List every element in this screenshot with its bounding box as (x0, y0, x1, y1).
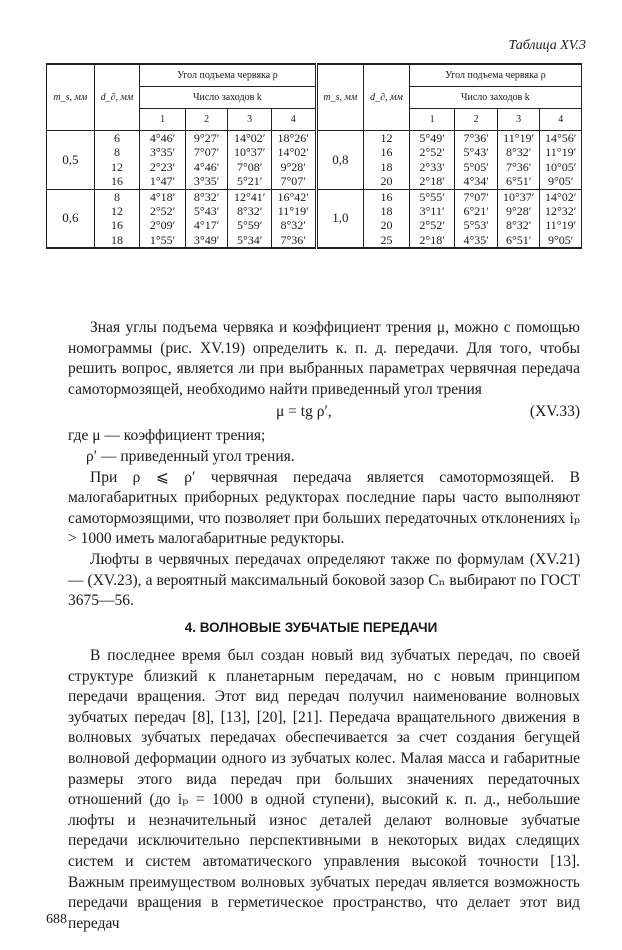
header-angle-right: Угол подъема червяка ρ (409, 64, 581, 87)
header-start-2-right: 2 (455, 109, 498, 131)
table-row (47, 131, 582, 190)
header-ms-left: m_s, мм (47, 64, 95, 131)
diameter-values: 8 12 16 18 (94, 189, 140, 248)
header-starts-left: Число заходов k (140, 87, 316, 109)
formula: μ = tg ρ′, (276, 403, 332, 421)
formula-number: (XV.33) (529, 403, 580, 421)
header-starts-right: Число заходов k (409, 87, 581, 109)
angle-values-k2: 8°32′ 5°43′ 4°17′ 3°49′ (185, 189, 228, 248)
angle-values-k4: 18°26′ 14°02′ 9°28′ 7°07′ (271, 131, 316, 190)
header-dd-right: d_∂, мм (364, 64, 410, 131)
diameter-values: 12 16 18 20 (364, 131, 410, 190)
section-heading: 4. ВОЛНОВЫЕ ЗУБЧАТЫЕ ПЕРЕДАЧИ (184, 620, 438, 635)
paragraph-backlash: Люфты в червячных передачах определяют также по формулам (XV.21) — (XV.23), а вероятный максимальный боковой зазор Cₙ выбирают по ГОСТ 3675—56. (68, 550, 580, 610)
angle-values-k2: 7°07′ 6°21′ 5°53′ 4°35′ (455, 189, 498, 248)
header-start-4-left: 4 (271, 109, 316, 131)
header-start-1-left: 1 (140, 109, 186, 131)
header-start-4-right: 4 (540, 109, 582, 131)
formula-line (68, 402, 580, 424)
angle-values-k1: 5°55′ 3°11′ 2°52′ 2°18′ (409, 189, 455, 248)
where-mu: где μ — коэффициент трения; (68, 427, 266, 445)
header-start-1-right: 1 (409, 109, 455, 131)
ms-value: 0,6 (47, 189, 95, 248)
angle-values-k3: 14°02′ 10°37′ 7°08′ 5°21′ (228, 131, 272, 190)
header-start-3-right: 3 (497, 109, 540, 131)
header-dd-left: d_∂, мм (94, 64, 140, 131)
worm-angle-table (46, 63, 582, 249)
header-ms-right: m_s, мм (316, 64, 364, 131)
page-number: 688 (46, 912, 67, 927)
angle-values-k4: 16°42′ 11°19′ 8°32′ 7°36′ (271, 189, 316, 248)
angle-values-k4: 14°56′ 11°19′ 10°05′ 9°05′ (540, 131, 582, 190)
angle-values-k1: 4°18′ 2°52′ 2°09′ 1°55′ (140, 189, 186, 248)
angle-values-k3: 10°37′ 9°28′ 8°32′ 6°51′ (497, 189, 540, 248)
angle-values-k4: 14°02′ 12°32′ 11°19′ 9°05′ (540, 189, 582, 248)
header-start-2-left: 2 (185, 109, 228, 131)
header-start-3-left: 3 (228, 109, 272, 131)
angle-values-k3: 11°19′ 8°32′ 7°36′ 6°51′ (497, 131, 540, 190)
angle-values-k2: 9°27′ 7°07′ 4°46′ 3°35′ (185, 131, 228, 190)
text-block-upper (68, 318, 580, 612)
ms-value: 0,5 (47, 131, 95, 190)
paragraph-wave-gears: В последнее время был создан новый вид зубчатых передач, по своей структуре близкий к планетарным передачам, но с новым принципом передачи вращения. Этот вид передач получил наименование волновых зубчатых передач [8], [13], [20], [21]. Передача вращательного движения в волновых зубчатых передачах обеспечивается за счет создания бегущей волновой деформации одного из зубчатых колес. Малая масса и габаритные размеры этого вида передач при больших значениях передаточных отношений (до iₚ = 1000 в одной ступени), высокий к. п. д., небольшие люфты и незначительный износ деталей делают волновые зубчатые передачи исключительно перспективными в некоторых видах следящих систем и систем автоматического управления высокой точности [13]. Важным преимуществом волновых зубчатых передач является возможность передачи вращения в герметическое пространство, что делает этот вид передач (68, 647, 580, 932)
diameter-values: 6 8 12 16 (94, 131, 140, 190)
diameter-values: 16 18 20 25 (364, 189, 410, 248)
ms-value: 1,0 (316, 189, 364, 248)
text-block-lower (68, 646, 580, 934)
where-rho: ρ′ — приведенный угол трения. (86, 447, 295, 465)
paragraph-friction: Зная углы подъема червяка и коэффициент трения μ, можно с помощью номограммы (рис. XV.19) определить к. п. д. передачи. Для того, чтобы решить вопрос, является ли при выбранных параметрах червячная передача самотормозящей, необходимо найти приведенный угол трения (68, 319, 580, 398)
angle-values-k3: 12°41′ 8°32′ 5°59′ 5°34′ (228, 189, 272, 248)
ms-value: 0,8 (316, 131, 364, 190)
angle-values-k1: 5°49′ 2°52′ 2°33′ 2°18′ (409, 131, 455, 190)
paragraph-self-locking: При ρ ⩽ ρ′ червячная передача является самотормозящей. В малогабаритных приборных редукторах последние пары часто выполняют самотормозящими, что позволяет при больших передаточных отклонениях iₚ > 1000 иметь малогабаритные редукторы. (68, 468, 580, 548)
angle-values-k2: 7°36′ 5°43′ 5°05′ 4°34′ (455, 131, 498, 190)
angle-values-k1: 4°46′ 3°35′ 2°23′ 1°47′ (140, 131, 186, 190)
table-caption: Таблица XV.3 (508, 38, 586, 53)
table-row (47, 189, 582, 248)
header-angle-left: Угол подъема червяка ρ (140, 64, 316, 87)
